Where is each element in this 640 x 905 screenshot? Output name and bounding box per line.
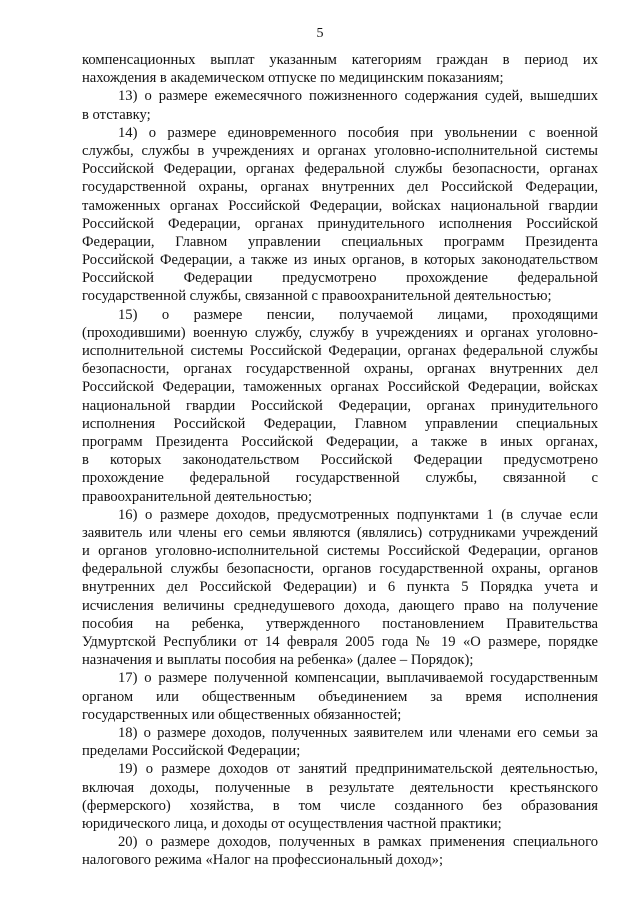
text-line: Российской Федерации, таможенных органах Российской Федерации, войсках — [82, 379, 598, 396]
text-line: Российской Федерации предусмотрено прохождение федеральной — [82, 270, 598, 287]
document-body — [82, 51, 598, 869]
text-line: (фермерского) хозяйства, в том числе созданного без образования — [82, 797, 598, 814]
page-number: 5 — [316, 26, 324, 41]
paragraph-p15 — [82, 306, 598, 506]
text-line: в отставку; — [82, 106, 151, 123]
text-line: государственных или общественных обязанностей; — [82, 706, 402, 723]
text-line: федеральной службы безопасности, органов государственной охраны, органов — [82, 561, 598, 578]
text-line: прохождение федеральной государственной службы, связанной с — [82, 470, 598, 487]
text-line: внутренних дел Российской Федерации) и 6 пункта 5 Порядка учета и — [82, 579, 598, 596]
text-line: исполнительной системы Российской Федерации, органах федеральной службы — [82, 343, 598, 359]
text-line: программ Президента Российской Федерации, а также в иных органах, — [82, 433, 598, 450]
text-line: Российской Федерации, а также из иных органов, в которых законодательством — [82, 252, 598, 269]
text-line: Российской Федерации, органах принудительного исполнения Российской — [82, 215, 598, 232]
text-line: 14) о размере единовременного пособия при увольнении с военной — [118, 124, 598, 141]
text-line: 17) о размере полученной компенсации, выплачиваемой государственным — [118, 670, 598, 687]
text-line: (проходившими) военную службу, службу в учреждениях и органах уголовно- — [82, 324, 598, 341]
text-line: и органов уголовно-исполнительной системы Российской Федерации, органов — [82, 543, 598, 560]
text-line: юридического лица, и доходы от осуществления частной практики; — [82, 815, 502, 832]
text-line: правоохранительной деятельностью; — [82, 488, 313, 505]
text-line: службы, службы в учреждениях и органах уголовно-исполнительной системы — [82, 142, 598, 159]
text-line: заявитель или члены его семьи являются (являлись) сотрудниками учреждений — [82, 524, 598, 541]
text-line: пределами Российской Федерации; — [82, 743, 301, 760]
text-line: государственной охраны, органах внутренних дел Российской Федерации, — [82, 179, 598, 196]
paragraph-p17 — [82, 669, 598, 724]
text-line: 15) о размере пенсии, получаемой лицами, проходящими — [118, 306, 598, 323]
text-line: 18) о размере доходов, полученных заявителем или членами его семьи за — [118, 724, 598, 741]
text-line: 16) о размере доходов, предусмотренных подпунктами 1 (в случае если — [118, 506, 598, 523]
paragraph-p13 — [82, 87, 598, 123]
text-line: пособия на ребенка, утвержденного постановлением Правительства — [82, 615, 598, 632]
text-line: компенсационных выплат указанным категориям граждан в период их — [82, 52, 598, 68]
text-line: нахождения в академическом отпуске по медицинским показаниям; — [82, 70, 504, 87]
paragraph-p18 — [82, 724, 598, 760]
paragraph-p19 — [82, 760, 598, 833]
paragraph-p14 — [82, 124, 598, 306]
text-line: назначения и выплаты пособия на ребенка» (далее – Порядок); — [82, 652, 474, 669]
text-line: Федерации, Главном управлении специальных программ Президента — [82, 233, 598, 250]
text-line: 19) о размере доходов от занятий предпринимательской деятельностью, — [118, 761, 598, 778]
text-line: национальной гвардии Российской Федерации, органах принудительного — [82, 397, 598, 414]
text-line: исчисления величины среднедушевого дохода, дающего право на получение — [82, 597, 598, 614]
text-line: исполнения Российской Федерации, Главном управлении специальных — [82, 415, 598, 432]
text-line: 13) о размере ежемесячного пожизненного содержания судей, вышедших — [118, 88, 598, 105]
text-line: 20) о размере доходов, полученных в рамках применения специального — [118, 834, 598, 851]
text-line: Удмуртской Республики от 14 февраля 2005 года № 19 «О размере, порядке — [82, 634, 598, 650]
paragraph-p12-cont — [82, 51, 598, 87]
text-line: в которых законодательством Российской Федерации предусмотрено — [82, 452, 598, 469]
text-line: безопасности, органах государственной охраны, органах внутренних дел — [82, 361, 598, 378]
text-line: Российской Федерации, органах федеральной службы безопасности, органах — [82, 161, 598, 178]
text-line: налогового режима «Налог на профессиональный доход»; — [82, 852, 444, 869]
text-line: таможенных органах Российской Федерации, войсках национальной гвардии — [82, 197, 598, 214]
text-line: включая доходы, полученные в результате деятельности крестьянского — [82, 779, 598, 796]
text-line: органом или общественным объединением за время исполнения — [82, 688, 598, 705]
text-line: государственной службы, связанной с правоохранительной деятельностью; — [82, 288, 552, 305]
paragraph-p16 — [82, 506, 598, 670]
paragraph-p20 — [82, 833, 598, 869]
